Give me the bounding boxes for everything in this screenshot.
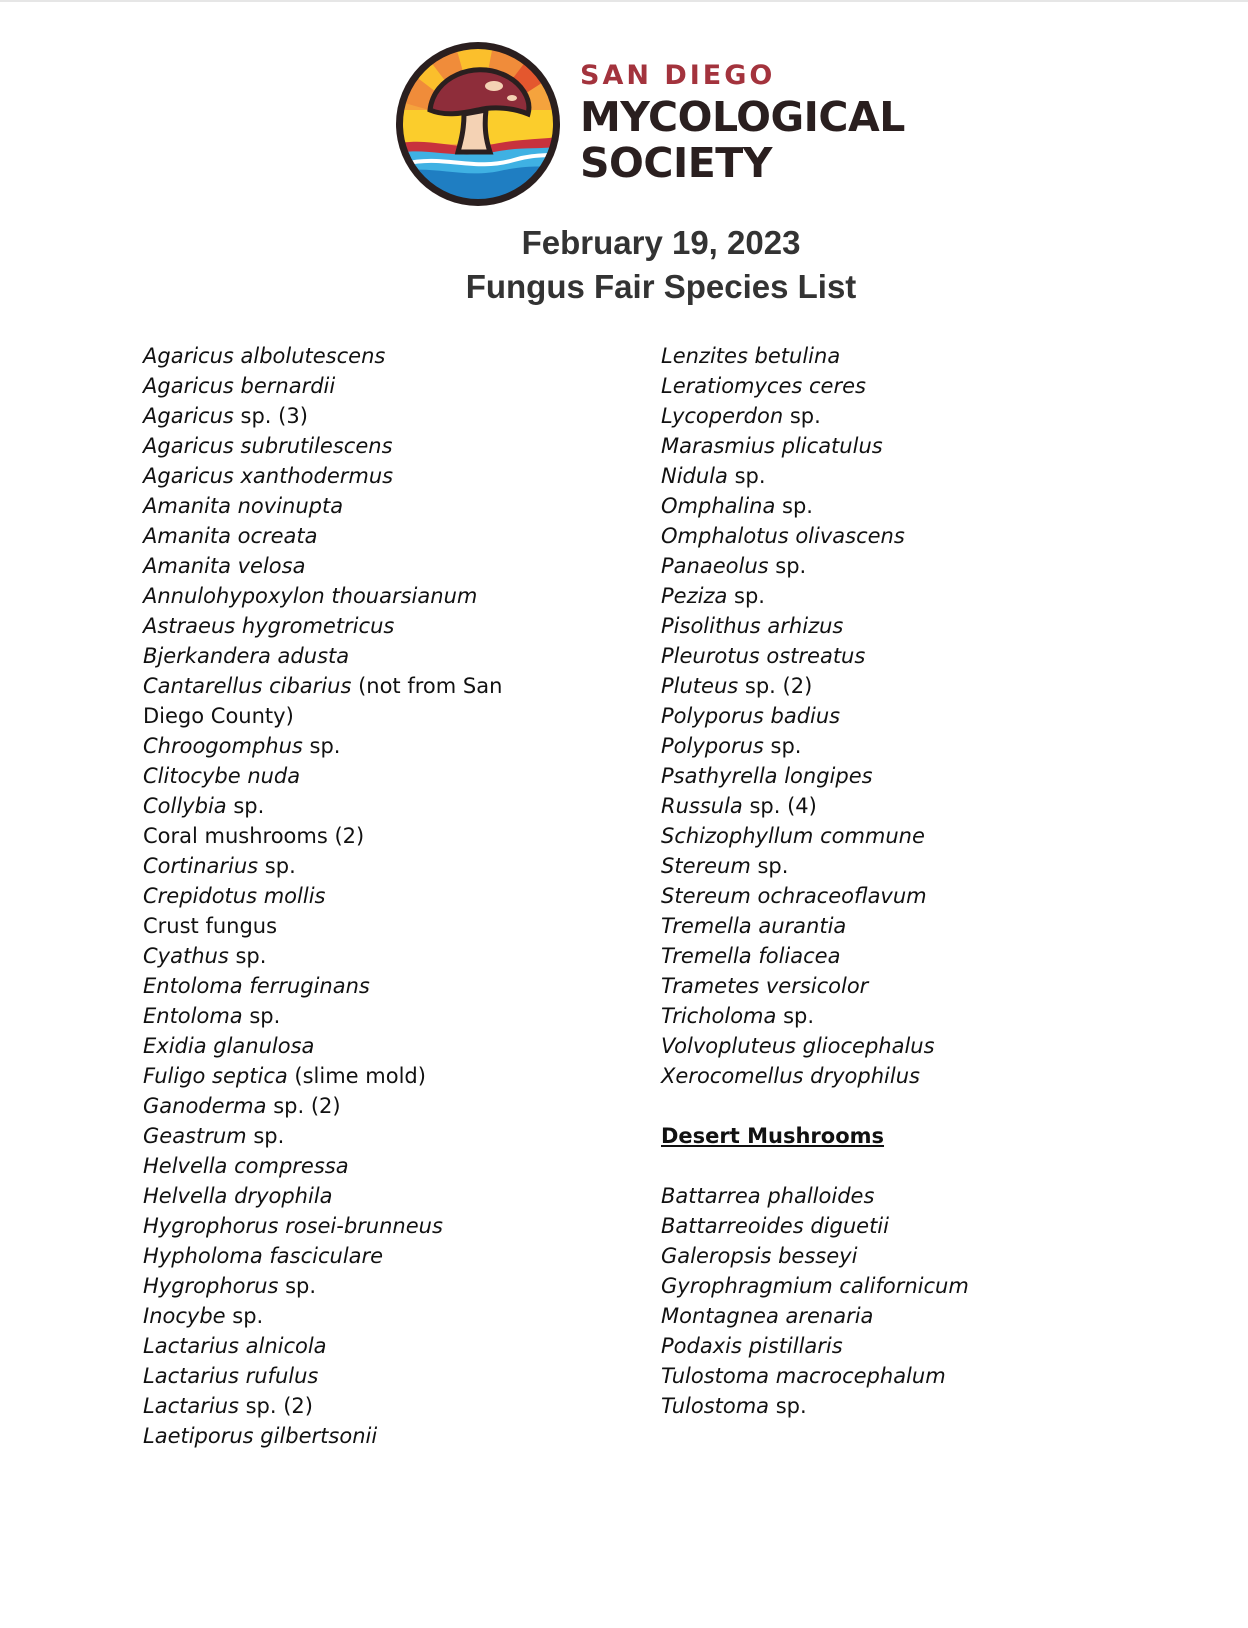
species-name: Amanita novinupta — [143, 494, 344, 518]
species-name: Lycoperdon — [661, 404, 784, 428]
species-name: Russula — [661, 794, 743, 818]
species-name: Lactarius rufulus — [143, 1364, 319, 1388]
species-item — [661, 731, 1201, 761]
species-note: sp. — [226, 794, 265, 818]
species-item — [143, 1091, 563, 1121]
species-item — [143, 341, 563, 371]
species-item — [661, 761, 1201, 791]
species-item — [661, 551, 1201, 581]
species-name: Hygrophorus rosei-brunneus — [143, 1214, 443, 1238]
species-note: (slime mold) — [287, 1064, 426, 1088]
species-name: Schizophyllum commune — [661, 824, 925, 848]
species-item — [143, 671, 563, 731]
logo-wordmark — [580, 60, 905, 187]
species-item — [143, 941, 563, 971]
society-logo — [394, 38, 905, 208]
document-date: February 19, 2023 — [521, 224, 801, 261]
species-name: Geastrum — [143, 1124, 247, 1148]
species-item — [661, 941, 1201, 971]
species-item — [661, 791, 1201, 821]
species-name: Annulohypoxylon thouarsianum — [143, 584, 478, 608]
species-item — [143, 461, 563, 491]
species-name: Cantarellus cibarius — [143, 674, 352, 698]
species-item — [143, 731, 563, 761]
species-name: Gyrophragmium californicum — [661, 1274, 969, 1298]
species-item — [143, 881, 563, 911]
species-item — [661, 611, 1201, 641]
species-note: Coral mushrooms (2) — [143, 824, 365, 848]
species-name: Exidia glanulosa — [143, 1034, 315, 1058]
species-note: Crust fungus — [143, 914, 278, 938]
species-name: Agaricus subrutilescens — [143, 434, 393, 458]
species-item — [661, 1271, 1201, 1301]
species-item — [143, 1121, 563, 1151]
species-item — [143, 401, 563, 431]
species-name: Tremella foliacea — [661, 944, 841, 968]
species-name: Laetiporus gilbertsonii — [143, 1424, 378, 1448]
species-name: Psathyrella longipes — [661, 764, 873, 788]
species-item — [143, 581, 563, 611]
species-name: Trametes versicolor — [661, 974, 869, 998]
species-note: sp. — [783, 404, 821, 428]
species-name: Astraeus hygrometricus — [143, 614, 395, 638]
species-name: Galeropsis besseyi — [661, 1244, 858, 1268]
species-item — [661, 911, 1201, 941]
species-item — [661, 431, 1201, 461]
species-name: Leratiomyces ceres — [661, 374, 866, 398]
species-item — [143, 1271, 563, 1301]
species-name: Agaricus albolutescens — [143, 344, 386, 368]
species-item — [661, 1361, 1201, 1391]
species-note: sp. (2) — [738, 674, 813, 698]
species-item — [661, 821, 1201, 851]
species-name: Montagnea arenaria — [661, 1304, 874, 1328]
logo-line-society: SOCIETY — [580, 139, 772, 187]
page-top-border — [0, 0, 1248, 2]
species-name: Pluteus — [661, 674, 739, 698]
species-name: Battarrea phalloides — [661, 1184, 875, 1208]
species-item — [661, 581, 1201, 611]
species-item — [661, 371, 1201, 401]
species-note: sp. — [246, 1124, 285, 1148]
species-list-left-column — [143, 341, 563, 1451]
species-name: Xerocomellus dryophilus — [661, 1064, 920, 1088]
species-item — [143, 431, 563, 461]
species-name: Panaeolus — [661, 554, 769, 578]
species-item — [143, 371, 563, 401]
species-item — [661, 641, 1201, 671]
section-spacer — [661, 1091, 1201, 1121]
species-item — [143, 641, 563, 671]
species-item — [143, 911, 563, 941]
species-note: sp. — [750, 854, 789, 878]
species-item — [661, 1211, 1201, 1241]
species-item — [661, 461, 1201, 491]
logo-line-mycological: MYCOLOGICAL — [580, 93, 905, 141]
species-name: Tricholoma — [661, 1004, 777, 1028]
species-note: sp. (2) — [238, 1394, 313, 1418]
species-name: Peziza — [661, 584, 728, 608]
species-name: Nidula — [661, 464, 728, 488]
species-name: Pisolithus arhizus — [661, 614, 844, 638]
species-note: sp. — [769, 1394, 807, 1418]
desert-mushrooms-heading: Desert Mushrooms — [661, 1124, 885, 1148]
species-item — [661, 1241, 1201, 1271]
species-name: Crepidotus mollis — [143, 884, 326, 908]
species-item — [661, 1001, 1201, 1031]
species-name: Battarreoides diguetii — [661, 1214, 889, 1238]
species-name: Ganoderma — [143, 1094, 267, 1118]
species-note: sp. — [278, 1274, 317, 1298]
species-name: Hygrophorus — [143, 1274, 279, 1298]
species-item — [143, 821, 563, 851]
species-item — [661, 881, 1201, 911]
species-name: Pleurotus ostreatus — [661, 644, 866, 668]
species-item — [143, 851, 563, 881]
species-item — [661, 1301, 1201, 1331]
species-name: Volvopluteus gliocephalus — [661, 1034, 935, 1058]
logo-line-san-diego: SAN DIEGO — [580, 60, 776, 91]
document-title: Fungus Fair Species List — [465, 268, 857, 305]
species-item — [661, 851, 1201, 881]
species-item — [143, 1001, 563, 1031]
species-name: Cortinarius — [143, 854, 259, 878]
species-item — [661, 971, 1201, 1001]
species-item — [661, 671, 1201, 701]
species-item — [143, 1301, 563, 1331]
species-note: sp. (4) — [742, 794, 817, 818]
species-name: Inocybe — [143, 1304, 226, 1328]
species-name: Amanita velosa — [143, 554, 306, 578]
species-name: Collybia — [143, 794, 227, 818]
species-note: sp. — [727, 584, 765, 608]
species-item — [143, 791, 563, 821]
species-note: sp. — [228, 944, 267, 968]
species-name: Amanita ocreata — [143, 524, 318, 548]
species-item — [143, 611, 563, 641]
section-spacer — [661, 1151, 1201, 1181]
species-item — [143, 971, 563, 1001]
species-name: Polyporus — [661, 734, 764, 758]
species-item — [143, 491, 563, 521]
desert-mushrooms-list — [661, 1181, 1201, 1421]
species-note: sp. — [768, 554, 807, 578]
species-item — [143, 1151, 563, 1181]
species-name: Entoloma — [143, 1004, 243, 1028]
species-name: Tulostoma macrocephalum — [661, 1364, 946, 1388]
species-name: Podaxis pistillaris — [661, 1334, 843, 1358]
species-note: sp. — [775, 494, 813, 518]
species-item — [661, 341, 1201, 371]
species-item — [661, 401, 1201, 431]
species-item — [661, 1181, 1201, 1211]
species-name: Hypholoma fasciculare — [143, 1244, 384, 1268]
species-note: sp. (3) — [233, 404, 308, 428]
species-item — [143, 1331, 563, 1361]
species-name: Clitocybe nuda — [143, 764, 301, 788]
species-note: sp. — [763, 734, 802, 758]
mushroom-sunset-circle-icon — [394, 40, 562, 208]
species-item — [143, 1241, 563, 1271]
species-name: Polyporus badius — [661, 704, 841, 728]
species-note: sp. — [302, 734, 341, 758]
species-item — [661, 1331, 1201, 1361]
species-name: Stereum ochraceoflavum — [661, 884, 927, 908]
species-item — [143, 1181, 563, 1211]
species-item — [143, 1421, 563, 1451]
species-name: Bjerkandera adusta — [143, 644, 350, 668]
species-note: sp. (2) — [266, 1094, 341, 1118]
species-item — [661, 1031, 1201, 1061]
species-list-right-column — [661, 341, 1201, 1421]
species-name: Helvella dryophila — [143, 1184, 333, 1208]
species-name: Agaricus — [143, 404, 234, 428]
species-note: (not from San Diego County) — [143, 674, 503, 728]
species-name: Stereum — [661, 854, 751, 878]
species-name: Cyathus — [143, 944, 229, 968]
species-item — [143, 761, 563, 791]
species-name: Omphalina — [661, 494, 776, 518]
species-name: Agaricus bernardii — [143, 374, 336, 398]
species-item — [143, 521, 563, 551]
species-item — [143, 1061, 563, 1091]
species-name: Lenzites betulina — [661, 344, 841, 368]
species-name: Lactarius — [143, 1394, 239, 1418]
species-item — [143, 551, 563, 581]
species-name: Lactarius alnicola — [143, 1334, 327, 1358]
species-name: Marasmius plicatulus — [661, 434, 883, 458]
species-item — [143, 1211, 563, 1241]
species-list-right-items — [661, 341, 1201, 1091]
species-note: sp. — [776, 1004, 815, 1028]
species-item — [661, 1391, 1201, 1421]
species-item — [143, 1361, 563, 1391]
species-name: Agaricus xanthodermus — [143, 464, 394, 488]
species-item — [143, 1391, 563, 1421]
species-name: Tulostoma — [661, 1394, 770, 1418]
species-item — [661, 701, 1201, 731]
species-note: sp. — [242, 1004, 281, 1028]
species-name: Helvella compressa — [143, 1154, 349, 1178]
species-item — [661, 491, 1201, 521]
species-note: sp. — [258, 854, 296, 878]
species-name: Fuligo septica — [143, 1064, 288, 1088]
species-name: Chroogomphus — [143, 734, 303, 758]
species-name: Omphalotus olivascens — [661, 524, 905, 548]
species-item — [661, 1061, 1201, 1091]
species-note: sp. — [727, 464, 766, 488]
species-note: sp. — [225, 1304, 264, 1328]
species-item — [661, 521, 1201, 551]
species-item — [143, 1031, 563, 1061]
species-name: Entoloma ferruginans — [143, 974, 370, 998]
species-name: Tremella aurantia — [661, 914, 847, 938]
